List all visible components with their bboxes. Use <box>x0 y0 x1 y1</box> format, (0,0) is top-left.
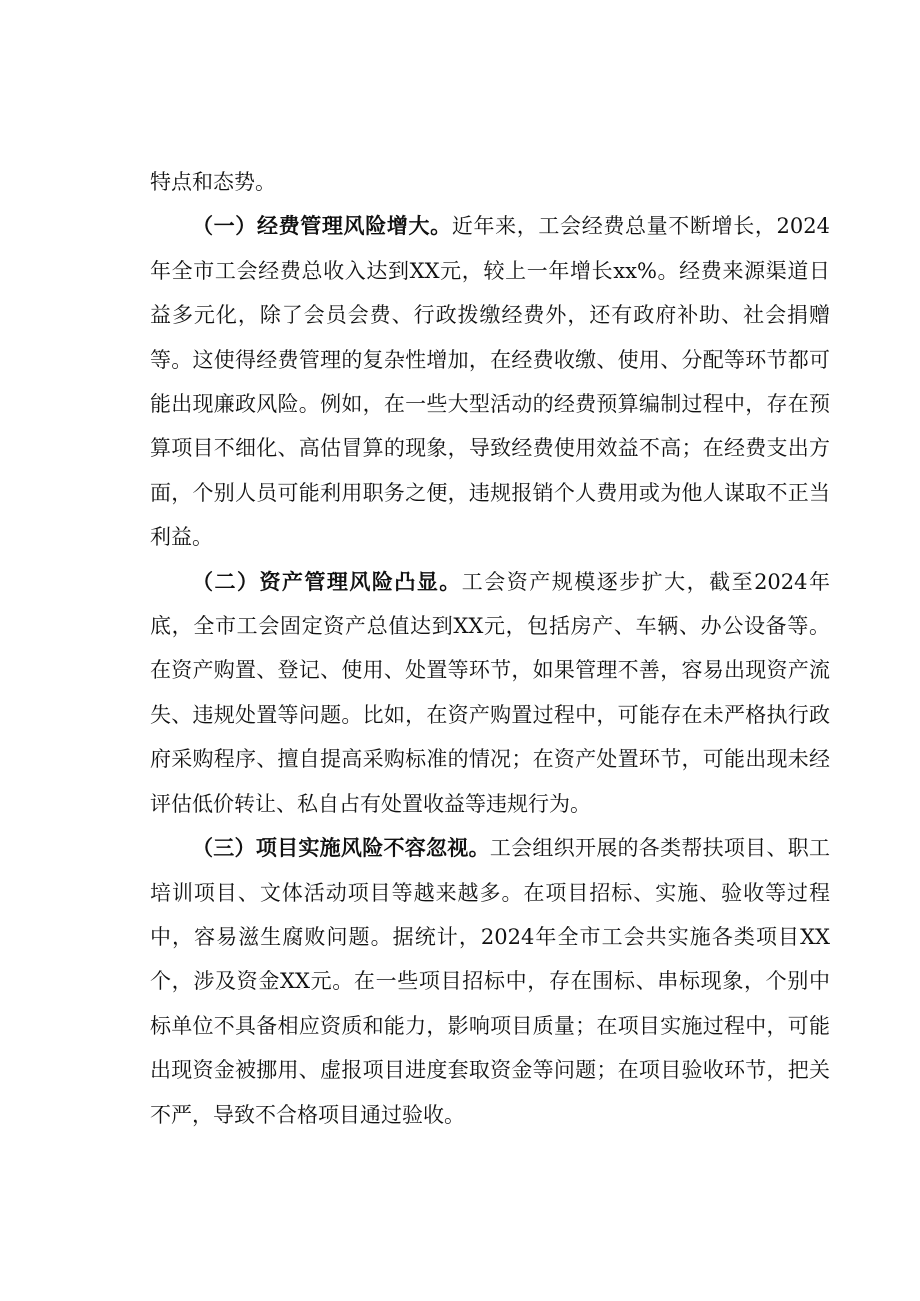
paragraph-body: 工会资产规模逐步扩大，截至2024年底，全市工会固定资产总值达到XX元，包括房产、车辆、办公设备等。在资产购置、登记、使用、处置等环节，如果管理不善，容易出现资产流失、违规处置等问题。比如，在资产购置过程中，可能存在未严格执行政府采购程序、擅自提高采购标准的情况；在资产处置环节，可能出现未经评估低价转让、私自占有处置收益等违规行为。 <box>150 569 830 816</box>
paragraph-heading: （二）资产管理风险凸显。 <box>192 569 462 594</box>
paragraph-heading: （一）经费管理风险增大。 <box>192 214 452 239</box>
continued-text: 特点和态势。 <box>150 170 276 194</box>
paragraph-body: 工会组织开展的各类帮扶项目、职工培训项目、文体活动项目等越来越多。在项目招标、实施、验收等过程中，容易滋生腐败问题。据统计，2024年全市工会共实施各类项目XX个，涉及资金XX元。在一些项目招标中，存在围标、串标现象，个别中标单位不具备相应资质和能力，影响项目质量；在项目实施过程中，可能出现资金被挪用、虚报项目进度套取资金等问题；在项目验收环节，把关不严，导致不合格项目通过验收。 <box>150 836 831 1127</box>
paragraph-heading: （三）项目实施风险不容忽视。 <box>192 836 490 861</box>
paragraph-funds-risk <box>150 204 830 559</box>
document-page <box>150 160 830 1137</box>
paragraph-body: 近年来，工会经费总量不断增长，2024年全市工会经费总收入达到XX元，较上一年增长xx%。经费来源渠道日益多元化，除了会员会费、行政拨缴经费外，还有政府补助、社会捐赠等。这使得经费管理的复杂性增加，在经费收缴、使用、分配等环节都可能出现廉政风险。例如，在一些大型活动的经费预算编制过程中，存在预算项目不细化、高估冒算的现象，导致经费使用效益不高；在经费支出方面，个别人员可能利用职务之便，违规报销个人费用或为他人谋取不正当利益。 <box>150 214 831 550</box>
paragraph-project-risk <box>150 826 830 1137</box>
paragraph-assets-risk <box>150 560 830 826</box>
